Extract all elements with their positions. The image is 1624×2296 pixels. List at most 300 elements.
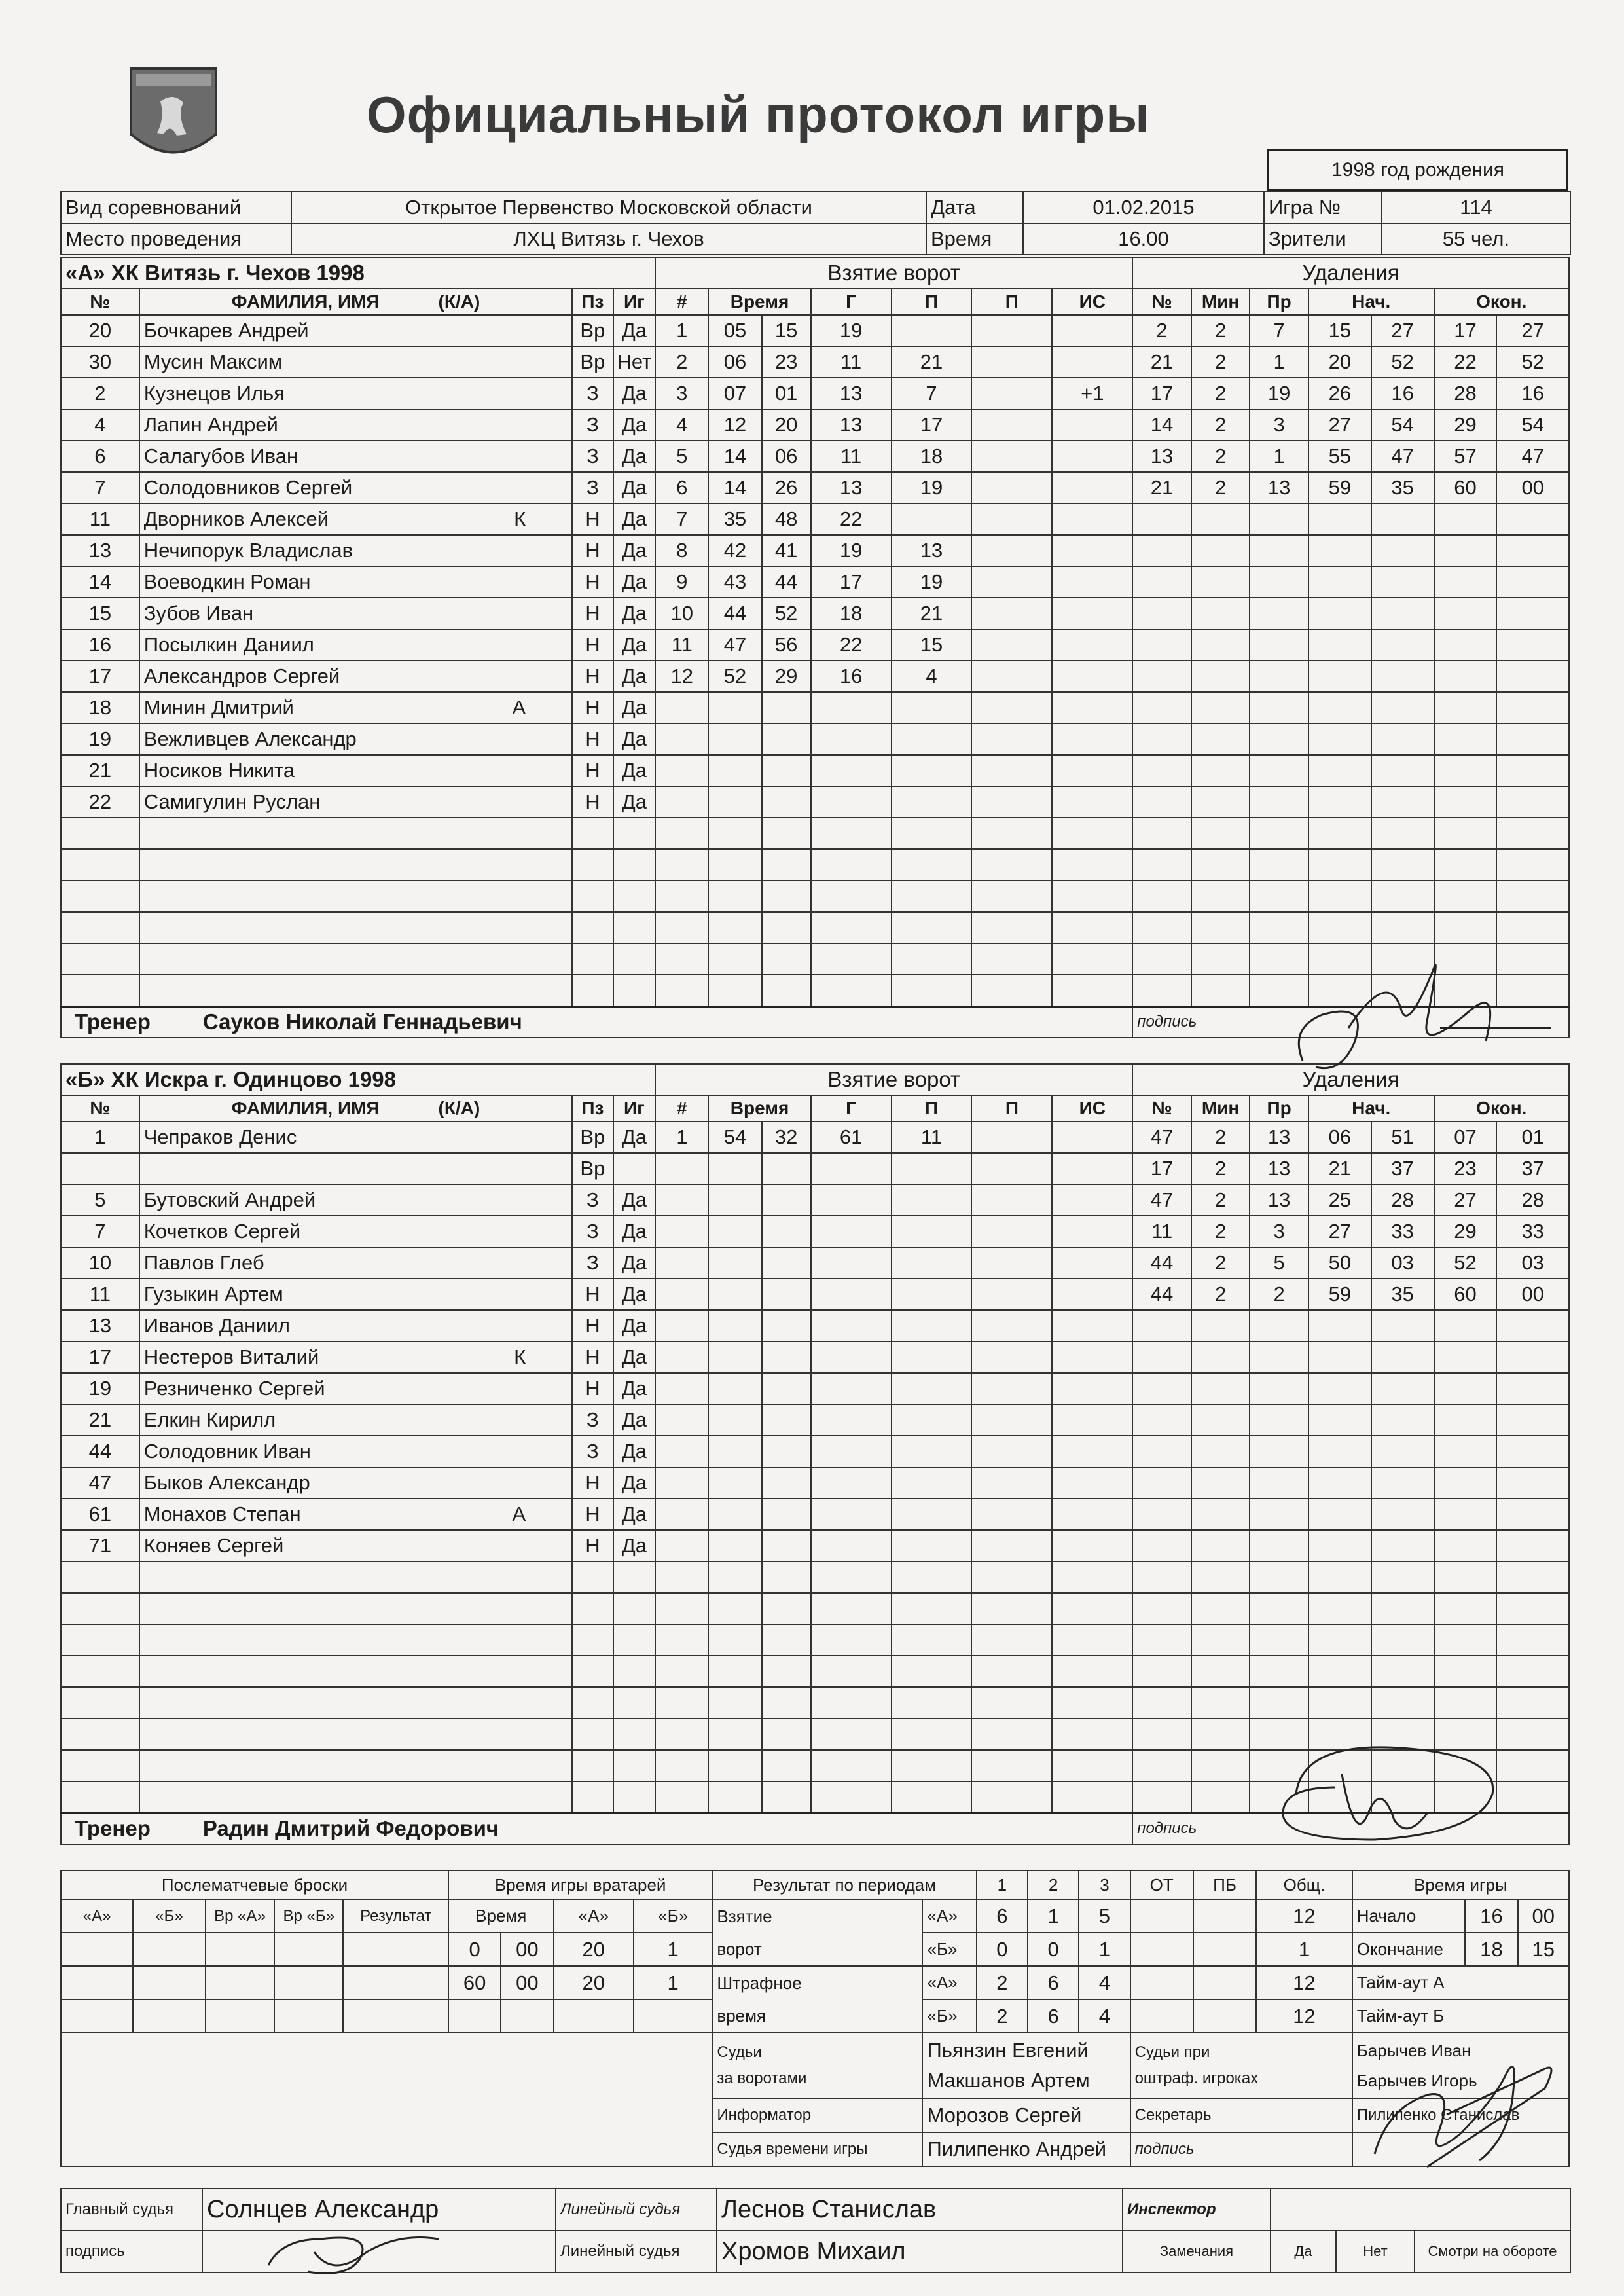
penalty-player xyxy=(1132,1687,1191,1719)
player-played: Да xyxy=(613,1216,656,1247)
penalty-end-min xyxy=(1434,1624,1497,1656)
period-3-header: 3 xyxy=(1079,1870,1130,1899)
goal-assist-1 xyxy=(892,1310,972,1341)
penalty-player xyxy=(1132,598,1191,629)
penalty-minutes xyxy=(1191,1467,1250,1499)
penalty-start-min: 59 xyxy=(1308,472,1371,503)
goal-situation xyxy=(1052,1593,1132,1624)
goal-minute: 44 xyxy=(708,598,761,629)
penalty-reason xyxy=(1250,1624,1308,1656)
player-played: Да xyxy=(613,1404,656,1436)
col-ig: Иг xyxy=(613,1095,656,1121)
penalty-judge-1: Барычев Иван xyxy=(1356,2041,1471,2060)
goal-assist-2 xyxy=(971,723,1052,755)
penalty-end-min: 17 xyxy=(1434,315,1497,346)
goal-situation xyxy=(1052,1530,1132,1561)
team-b-row xyxy=(61,1279,1569,1310)
goal-assist-2 xyxy=(971,1593,1052,1624)
penalty-start-min xyxy=(1308,849,1371,881)
player-played xyxy=(613,975,656,1006)
penalty-end-sec: 52 xyxy=(1496,346,1569,378)
team-b-row xyxy=(61,1436,1569,1467)
goal-second xyxy=(762,1436,811,1467)
penalty-reason xyxy=(1250,566,1308,598)
goal-situation xyxy=(1052,1561,1132,1593)
penalty-start-min xyxy=(1308,598,1371,629)
player-position: Н xyxy=(572,786,613,818)
goal-second xyxy=(762,1216,811,1247)
penalty-minutes xyxy=(1191,818,1250,849)
penalty-end-sec xyxy=(1496,786,1569,818)
player-name: Посылкин Даниил xyxy=(143,633,314,656)
player-name-cell xyxy=(139,1279,572,1310)
col-pen-start: Нач. xyxy=(1308,1095,1434,1121)
player-name-cell xyxy=(139,1404,572,1436)
goals-b-p3: 1 xyxy=(1079,1933,1130,1966)
goal-number xyxy=(655,1153,708,1184)
player-position: Н xyxy=(572,629,613,661)
goal-situation xyxy=(1052,535,1132,566)
col-goal-p1: П xyxy=(892,289,972,315)
goal-situation xyxy=(1052,912,1132,943)
col-ka-label: (К/А) xyxy=(438,291,480,312)
penalty-end-min xyxy=(1434,1561,1497,1593)
penalty-start-sec xyxy=(1371,1404,1434,1436)
player-ka: К xyxy=(514,1345,526,1368)
penalty-minutes xyxy=(1191,535,1250,566)
team-b-row xyxy=(61,1656,1569,1687)
player-position xyxy=(572,849,613,881)
goal-scorer: 19 xyxy=(811,535,892,566)
penalty-player xyxy=(1132,1310,1191,1341)
penalty-start-min xyxy=(1308,1561,1371,1593)
player-position xyxy=(572,1656,613,1687)
player-position: З xyxy=(572,1184,613,1216)
penalty-player xyxy=(1132,755,1191,786)
player-position xyxy=(572,912,613,943)
goal-minute xyxy=(708,692,761,723)
penalty-reason: 1 xyxy=(1250,441,1308,472)
penalty-judges-label xyxy=(1130,2033,1352,2098)
penalty-player xyxy=(1132,975,1191,1006)
penalty-start-min xyxy=(1308,1436,1371,1467)
goal-assist-1 xyxy=(892,975,972,1006)
goal-situation: +1 xyxy=(1052,378,1132,409)
penalty-start-min xyxy=(1308,1341,1371,1373)
player-name: Воеводкин Роман xyxy=(143,570,311,593)
team-b-sign-label: подпись xyxy=(1132,1813,1569,1844)
penalty-end-sec xyxy=(1496,881,1569,912)
goal-second xyxy=(762,723,811,755)
penalty-end-sec xyxy=(1496,1687,1569,1719)
end-minute: 15 xyxy=(1518,1933,1569,1966)
penalty-player xyxy=(1132,1373,1191,1404)
penalty-end-min: 27 xyxy=(1434,1184,1497,1216)
player-played: Да xyxy=(613,661,656,692)
penalty-reason xyxy=(1250,723,1308,755)
player-played xyxy=(613,1624,656,1656)
player-name-cell xyxy=(139,943,572,975)
goal-assist-2 xyxy=(971,1373,1052,1404)
penalty-start-sec xyxy=(1371,1561,1434,1593)
player-number: 1 xyxy=(61,1121,139,1153)
team-a-row xyxy=(61,692,1569,723)
penalty-end-min xyxy=(1434,1436,1497,1467)
player-played xyxy=(613,943,656,975)
penalty-reason xyxy=(1250,629,1308,661)
penalty-start-sec: 37 xyxy=(1371,1153,1434,1184)
player-number: 7 xyxy=(61,472,139,503)
goal-number xyxy=(655,755,708,786)
goal-minute xyxy=(708,723,761,755)
player-name-cell xyxy=(139,472,572,503)
team-a-row xyxy=(61,818,1569,849)
start-hour: 16 xyxy=(1465,1899,1517,1933)
penalty-end-sec xyxy=(1496,1436,1569,1467)
team-a-section xyxy=(60,257,1570,1038)
penalty-reason xyxy=(1250,1467,1308,1499)
goal-assist-2 xyxy=(971,503,1052,535)
player-number: 10 xyxy=(61,1247,139,1279)
goal-assist-2 xyxy=(971,661,1052,692)
penalty-start-min xyxy=(1308,692,1371,723)
team-a-table xyxy=(60,257,1570,1038)
penalty-end-sec: 01 xyxy=(1496,1121,1569,1153)
goal-assist-2 xyxy=(971,1687,1052,1719)
goal-number: 8 xyxy=(655,535,708,566)
goal-second: 29 xyxy=(762,661,811,692)
linesman-2-label: Линейный судья xyxy=(556,2231,717,2272)
penalty-end-min xyxy=(1434,1687,1497,1719)
penalty-player: 17 xyxy=(1132,378,1191,409)
penalty-end-sec: 16 xyxy=(1496,378,1569,409)
team-b-row xyxy=(61,1593,1569,1624)
goal-assist-1 xyxy=(892,1719,972,1750)
penalty-player: 11 xyxy=(1132,1216,1191,1247)
goal-situation xyxy=(1052,1404,1132,1436)
goal-assist-1: 4 xyxy=(892,661,972,692)
goal-scorer xyxy=(811,1467,892,1499)
player-number: 16 xyxy=(61,629,139,661)
birth-year: 1998 год рождения xyxy=(1331,159,1505,181)
player-played: Да xyxy=(613,1247,656,1279)
goals-a-pb xyxy=(1193,1899,1256,1933)
player-name-cell xyxy=(139,818,572,849)
player-position: З xyxy=(572,378,613,409)
goal-scorer: 22 xyxy=(811,629,892,661)
penalty-end-min xyxy=(1434,566,1497,598)
goal-scorer xyxy=(811,1404,892,1436)
player-played xyxy=(613,1719,656,1750)
goal-minute: 47 xyxy=(708,629,761,661)
player-position: З xyxy=(572,1247,613,1279)
player-number: 5 xyxy=(61,1184,139,1216)
goal-second xyxy=(762,1781,811,1813)
penalty-player xyxy=(1132,881,1191,912)
goal-scorer: 22 xyxy=(811,503,892,535)
penalty-minutes: 2 xyxy=(1191,472,1250,503)
col-goal-num: # xyxy=(655,1095,708,1121)
goal-assist-1 xyxy=(892,1656,972,1687)
goal-situation xyxy=(1052,849,1132,881)
penalty-minutes xyxy=(1191,1310,1250,1341)
penalty-end-min: 29 xyxy=(1434,1216,1497,1247)
goal-assist-1 xyxy=(892,315,972,346)
goal-minute xyxy=(708,1341,761,1373)
goal-second xyxy=(762,943,811,975)
goal-minute xyxy=(708,1153,761,1184)
goal-assist-2 xyxy=(971,598,1052,629)
penalty-end-min xyxy=(1434,1530,1497,1561)
penalty-reason: 3 xyxy=(1250,409,1308,441)
goal-assist-1: 11 xyxy=(892,1121,972,1153)
linesman-1-label: Линейный судья xyxy=(556,2189,717,2231)
player-played: Да xyxy=(613,1530,656,1561)
penalty-start-sec xyxy=(1371,881,1434,912)
penalty-start-sec: 33 xyxy=(1371,1216,1434,1247)
penalty-start-sec xyxy=(1371,503,1434,535)
player-played xyxy=(613,1750,656,1781)
penalty-end-sec: 54 xyxy=(1496,409,1569,441)
player-played: Да xyxy=(613,692,656,723)
penalty-reason xyxy=(1250,1341,1308,1373)
goal-situation xyxy=(1052,1310,1132,1341)
player-number: 19 xyxy=(61,1373,139,1404)
goal-assist-2 xyxy=(971,378,1052,409)
goal-assist-1 xyxy=(892,503,972,535)
col-pen-min: Мин xyxy=(1191,1095,1250,1121)
team-b-row xyxy=(61,1310,1569,1341)
player-name: Салагубов Иван xyxy=(143,445,298,467)
goal-minute: 06 xyxy=(708,346,761,378)
penalty-player xyxy=(1132,818,1191,849)
penalty-start-sec xyxy=(1371,1467,1434,1499)
goal-second xyxy=(762,1687,811,1719)
penalty-end-sec: 00 xyxy=(1496,1279,1569,1310)
penalty-reason xyxy=(1250,881,1308,912)
penalty-player xyxy=(1132,1467,1191,1499)
penalty-minutes xyxy=(1191,1404,1250,1436)
goal-assist-2 xyxy=(971,1121,1052,1153)
player-number xyxy=(61,1750,139,1781)
goal-assist-1 xyxy=(892,786,972,818)
penalty-start-sec xyxy=(1371,629,1434,661)
goal-second xyxy=(762,912,811,943)
penalty-end-min xyxy=(1434,723,1497,755)
penalty-player xyxy=(1132,566,1191,598)
penalty-start-min: 26 xyxy=(1308,378,1371,409)
player-played: Да xyxy=(613,472,656,503)
player-number: 15 xyxy=(61,598,139,629)
goal-number: 9 xyxy=(655,566,708,598)
goal-minute xyxy=(708,786,761,818)
goals-a-p1: 6 xyxy=(977,1899,1028,1933)
penalty-minutes xyxy=(1191,1656,1250,1687)
penalty-end-min xyxy=(1434,849,1497,881)
pim-b-p3: 4 xyxy=(1079,1999,1130,2033)
goal-second xyxy=(762,1310,811,1341)
goal-assist-2 xyxy=(971,472,1052,503)
penalty-player xyxy=(1132,1656,1191,1687)
player-name: Нечипорук Владислав xyxy=(143,539,353,562)
goal-assist-1: 15 xyxy=(892,629,972,661)
goalie-row1-sec: 00 xyxy=(501,1933,553,1966)
goal-situation xyxy=(1052,629,1132,661)
col-goal-g: Г xyxy=(811,1095,892,1121)
goal-scorer: 11 xyxy=(811,346,892,378)
goal-scorer xyxy=(811,1279,892,1310)
player-name-cell xyxy=(139,566,572,598)
team-b-row xyxy=(61,1341,1569,1373)
goal-number xyxy=(655,1247,708,1279)
penalty-end-sec xyxy=(1496,629,1569,661)
penalty-start-sec xyxy=(1371,786,1434,818)
goal-assist-2 xyxy=(971,1530,1052,1561)
goal-assist-1 xyxy=(892,1467,972,1499)
goal-number: 1 xyxy=(655,315,708,346)
penalty-player: 17 xyxy=(1132,1153,1191,1184)
goal-scorer xyxy=(811,1184,892,1216)
penalty-start-min: 06 xyxy=(1308,1121,1371,1153)
penalty-player xyxy=(1132,661,1191,692)
goals-b-team: «Б» xyxy=(922,1933,976,1966)
goal-scorer xyxy=(811,1781,892,1813)
player-position: Н xyxy=(572,1373,613,1404)
goal-number xyxy=(655,1341,708,1373)
penalty-player: 47 xyxy=(1132,1121,1191,1153)
penalty-minutes xyxy=(1191,566,1250,598)
player-played xyxy=(613,1561,656,1593)
penalty-end-sec: 28 xyxy=(1496,1184,1569,1216)
player-name: Чепраков Денис xyxy=(143,1125,297,1148)
goal-scorer xyxy=(811,1593,892,1624)
player-name-cell xyxy=(139,346,572,378)
penalty-start-sec xyxy=(1371,818,1434,849)
goal-situation xyxy=(1052,1624,1132,1656)
player-name-cell xyxy=(139,1499,572,1530)
goals-b-p1: 0 xyxy=(977,1933,1028,1966)
goal-situation xyxy=(1052,1687,1132,1719)
penalty-judges-label-2: оштраф. игроках xyxy=(1134,2069,1259,2087)
penalty-minutes: 2 xyxy=(1191,1184,1250,1216)
goal-assist-2 xyxy=(971,755,1052,786)
chief-referee-label: Главный судья xyxy=(61,2189,202,2231)
penalty-minutes xyxy=(1191,1561,1250,1593)
player-position: Н xyxy=(572,1310,613,1341)
player-position xyxy=(572,881,613,912)
player-position xyxy=(572,1593,613,1624)
penalty-player xyxy=(1132,912,1191,943)
player-position: Н xyxy=(572,692,613,723)
goal-scorer: 61 xyxy=(811,1121,892,1153)
goal-number xyxy=(655,818,708,849)
penalty-start-min xyxy=(1308,818,1371,849)
penalty-minutes: 2 xyxy=(1191,315,1250,346)
goal-assist-1 xyxy=(892,1247,972,1279)
pim-b-ot xyxy=(1130,1999,1193,2033)
penalty-minutes xyxy=(1191,912,1250,943)
player-name: Самигулин Руслан xyxy=(143,790,321,813)
player-name-cell xyxy=(139,975,572,1006)
player-played xyxy=(613,1153,656,1184)
col-ig: Иг xyxy=(613,289,656,315)
player-name-cell xyxy=(139,692,572,723)
player-number xyxy=(61,881,139,912)
goal-number xyxy=(655,786,708,818)
player-played: Да xyxy=(613,441,656,472)
goal-assist-2 xyxy=(971,1310,1052,1341)
player-name-cell xyxy=(139,1341,572,1373)
goal-assist-2 xyxy=(971,1216,1052,1247)
goal-minute xyxy=(708,1184,761,1216)
goal-situation xyxy=(1052,1216,1132,1247)
goal-scorer xyxy=(811,1153,892,1184)
penalty-end-min: 22 xyxy=(1434,346,1497,378)
penalty-minutes xyxy=(1191,692,1250,723)
goal-number: 1 xyxy=(655,1121,708,1153)
penalty-player: 47 xyxy=(1132,1184,1191,1216)
penalty-player xyxy=(1132,503,1191,535)
penalty-start-sec: 35 xyxy=(1371,472,1434,503)
goal-second xyxy=(762,1247,811,1279)
goal-situation xyxy=(1052,818,1132,849)
goal-situation xyxy=(1052,943,1132,975)
ot-header: ОТ xyxy=(1130,1870,1193,1899)
penalty-player xyxy=(1132,1404,1191,1436)
goal-number xyxy=(655,1687,708,1719)
goal-scorer xyxy=(811,1499,892,1530)
player-name-cell xyxy=(139,723,572,755)
goal-situation xyxy=(1052,1656,1132,1687)
goals-a-team: «А» xyxy=(922,1899,976,1933)
team-b-row xyxy=(61,1121,1569,1153)
player-name-cell xyxy=(139,849,572,881)
goal-second xyxy=(762,755,811,786)
goal-scorer xyxy=(811,1624,892,1656)
penalty-end-sec xyxy=(1496,1530,1569,1561)
goal-second: 15 xyxy=(762,315,811,346)
penalty-end-min xyxy=(1434,692,1497,723)
goal-minute xyxy=(708,1530,761,1561)
team-b-coach-cell xyxy=(61,1813,1132,1844)
penalty-end-min: 60 xyxy=(1434,1279,1497,1310)
col-pen-num: № xyxy=(1132,289,1191,315)
penalty-start-min xyxy=(1308,723,1371,755)
penalty-end-min xyxy=(1434,1593,1497,1624)
player-position: Н xyxy=(572,1279,613,1310)
player-name: Нестеров Виталий xyxy=(143,1345,319,1368)
goal-assist-1 xyxy=(892,1687,972,1719)
penalty-start-sec xyxy=(1371,1436,1434,1467)
period-2-header: 2 xyxy=(1028,1870,1079,1899)
goals-b-p2: 0 xyxy=(1028,1933,1079,1966)
goal-second: 48 xyxy=(762,503,811,535)
goal-minute xyxy=(708,912,761,943)
goal-second: 32 xyxy=(762,1121,811,1153)
player-name-cell xyxy=(139,1436,572,1467)
col-goal-is: ИС xyxy=(1052,289,1132,315)
player-played xyxy=(613,818,656,849)
goal-number: 4 xyxy=(655,409,708,441)
penalty-start-min xyxy=(1308,566,1371,598)
goal-second xyxy=(762,1593,811,1624)
goal-minute: 05 xyxy=(708,315,761,346)
col-pen-min: Мин xyxy=(1191,289,1250,315)
player-name-cell xyxy=(139,1184,572,1216)
penalty-player xyxy=(1132,629,1191,661)
team-b-row xyxy=(61,1499,1569,1530)
penalty-minutes xyxy=(1191,755,1250,786)
